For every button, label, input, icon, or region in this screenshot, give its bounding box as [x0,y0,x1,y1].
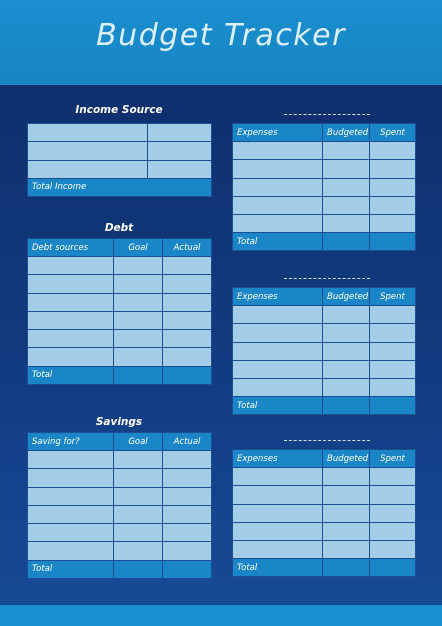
table-row [28,505,212,523]
expenses-total-label: Total [233,397,323,415]
spent-cell[interactable] [370,360,416,378]
table-row [28,257,212,275]
debt-goal-cell[interactable] [114,293,163,311]
debt-source-cell[interactable] [28,275,114,293]
spent-cell[interactable] [370,541,416,559]
budgeted-total[interactable] [323,559,370,577]
budgeted-total[interactable] [323,233,370,251]
expenses-table-3 [232,449,416,577]
debt-goal-cell[interactable] [114,311,163,329]
table-row [28,160,212,178]
expenses-table-1 [232,123,416,251]
debt-heading: Debt [104,222,134,234]
column-header: Spent [370,124,416,142]
debt-actual-cell[interactable] [163,311,212,329]
debt-actual-total[interactable] [163,366,212,384]
table-row [233,178,416,196]
table-row [233,196,416,214]
table-row [233,468,416,486]
column-header: Expenses [233,450,323,468]
spent-cell[interactable] [370,324,416,342]
expense-cell[interactable] [233,541,323,559]
budgeted-cell[interactable] [323,360,370,378]
budgeted-cell[interactable] [323,379,370,397]
expenses-total-label: Total [233,233,323,251]
saving-goal-cell[interactable] [114,542,163,560]
expense-cell[interactable] [233,468,323,486]
expenses-total-label: Total [233,559,323,577]
table-row [28,124,212,142]
spent-cell[interactable] [370,178,416,196]
debt-total-label: Total [28,366,114,384]
savings-actual-total[interactable] [163,560,212,578]
expense-cell[interactable] [233,196,323,214]
budgeted-cell[interactable] [323,541,370,559]
column-header: Budgeted [323,124,370,142]
table-row [233,379,416,397]
table-header-row [28,433,212,451]
table-row [28,542,212,560]
table-row [28,469,212,487]
saving-goal-cell[interactable] [114,469,163,487]
budgeted-cell[interactable] [323,160,370,178]
table-row [233,360,416,378]
income-amount-cell[interactable] [148,160,212,178]
debt-actual-cell[interactable] [163,257,212,275]
table-row [28,487,212,505]
debt-goal-cell[interactable] [114,330,163,348]
expense-cell[interactable] [233,504,323,522]
budgeted-cell[interactable] [323,324,370,342]
saving-for-cell[interactable] [28,542,114,560]
table-row [233,504,416,522]
saving-for-cell[interactable] [28,524,114,542]
spent-cell[interactable] [370,522,416,540]
table-header-row [233,450,416,468]
column-header: Goal [114,239,163,257]
table-row [233,306,416,324]
column-header: Spent [370,288,416,306]
debt-actual-cell[interactable] [163,275,212,293]
debt-actual-cell[interactable] [163,330,212,348]
table-row [28,293,212,311]
table-total-row [28,366,212,384]
spent-cell[interactable] [370,306,416,324]
spent-total[interactable] [370,233,416,251]
column-header: Saving for? [28,433,114,451]
saving-for-cell[interactable] [28,505,114,523]
debt-source-cell[interactable] [28,311,114,329]
debt-goal-cell[interactable] [114,275,163,293]
table-total-row [233,559,416,577]
expenses-table-2 [232,287,416,415]
budgeted-total[interactable] [323,397,370,415]
table-row [233,541,416,559]
savings-goal-total[interactable] [114,560,163,578]
debt-goal-total[interactable] [114,366,163,384]
table-row [28,142,212,160]
expense-cell[interactable] [233,160,323,178]
table-header-row [233,288,416,306]
saving-actual-cell[interactable] [163,487,212,505]
expense-category-title-line[interactable] [284,114,370,115]
table-header-row [233,124,416,142]
budgeted-cell[interactable] [323,196,370,214]
saving-goal-cell[interactable] [114,524,163,542]
table-row [28,330,212,348]
spent-cell[interactable] [370,160,416,178]
savings-total-label: Total [28,560,114,578]
column-header: Expenses [233,124,323,142]
footer-bar [0,605,442,626]
expense-cell[interactable] [233,522,323,540]
debt-goal-cell[interactable] [114,257,163,275]
income-source-table [27,123,212,197]
budgeted-cell[interactable] [323,306,370,324]
expense-cell[interactable] [233,486,323,504]
debt-actual-cell[interactable] [163,348,212,366]
saving-actual-cell[interactable] [163,469,212,487]
budgeted-cell[interactable] [323,504,370,522]
income-source-cell[interactable] [28,142,148,160]
budgeted-cell[interactable] [323,342,370,360]
budgeted-cell[interactable] [323,522,370,540]
table-row [28,275,212,293]
expense-cell[interactable] [233,360,323,378]
column-header: Actual [163,239,212,257]
spent-cell[interactable] [370,468,416,486]
saving-for-cell[interactable] [28,451,114,469]
spent-cell[interactable] [370,342,416,360]
expense-cell[interactable] [233,324,323,342]
budgeted-cell[interactable] [323,142,370,160]
income-source-heading: Income Source [75,104,163,116]
table-row [233,215,416,233]
expense-cell[interactable] [233,379,323,397]
income-source-cell[interactable] [28,160,148,178]
column-header: Goal [114,433,163,451]
saving-goal-cell[interactable] [114,487,163,505]
expense-cell[interactable] [233,306,323,324]
spent-cell[interactable] [370,142,416,160]
spent-cell[interactable] [370,379,416,397]
spent-total[interactable] [370,397,416,415]
debt-source-cell[interactable] [28,348,114,366]
spent-cell[interactable] [370,196,416,214]
expense-cell[interactable] [233,215,323,233]
column-header: Actual [163,433,212,451]
spent-total[interactable] [370,559,416,577]
spent-cell[interactable] [370,215,416,233]
expense-cell[interactable] [233,342,323,360]
budgeted-cell[interactable] [323,486,370,504]
table-total-row [233,397,416,415]
table-row [233,160,416,178]
budgeted-cell[interactable] [323,215,370,233]
table-total-row [28,560,212,578]
saving-for-cell[interactable] [28,469,114,487]
debt-source-cell[interactable] [28,330,114,348]
expense-category-title-line[interactable] [284,278,370,279]
debt-source-cell[interactable] [28,293,114,311]
spent-cell[interactable] [370,486,416,504]
saving-goal-cell[interactable] [114,505,163,523]
table-row [233,486,416,504]
saving-for-cell[interactable] [28,487,114,505]
table-row [28,524,212,542]
income-source-cell[interactable] [28,124,148,142]
expense-cell[interactable] [233,142,323,160]
saving-actual-cell[interactable] [163,524,212,542]
expense-category-title-line[interactable] [284,440,370,441]
table-row [233,342,416,360]
savings-table [27,432,212,579]
saving-goal-cell[interactable] [114,451,163,469]
table-row [233,142,416,160]
savings-heading: Savings [95,416,143,428]
income-amount-cell[interactable] [148,124,212,142]
budgeted-cell[interactable] [323,468,370,486]
income-amount-cell[interactable] [148,142,212,160]
table-header-row [28,239,212,257]
column-header: Expenses [233,288,323,306]
spent-cell[interactable] [370,504,416,522]
saving-actual-cell[interactable] [163,451,212,469]
total-income-label: Total Income [28,178,212,196]
debt-source-cell[interactable] [28,257,114,275]
table-row [28,348,212,366]
column-header: Debt sources [28,239,114,257]
debt-table [27,238,212,385]
column-header: Budgeted [323,450,370,468]
expense-cell[interactable] [233,178,323,196]
page-title: Budget Tracker [96,18,346,53]
table-row [233,324,416,342]
table-row [28,311,212,329]
header-banner [0,0,442,85]
table-total-row [233,233,416,251]
saving-actual-cell[interactable] [163,542,212,560]
column-header: Budgeted [323,288,370,306]
table-total-row [28,178,212,196]
table-row [28,451,212,469]
budgeted-cell[interactable] [323,178,370,196]
saving-actual-cell[interactable] [163,505,212,523]
table-row [233,522,416,540]
debt-actual-cell[interactable] [163,293,212,311]
debt-goal-cell[interactable] [114,348,163,366]
column-header: Spent [370,450,416,468]
